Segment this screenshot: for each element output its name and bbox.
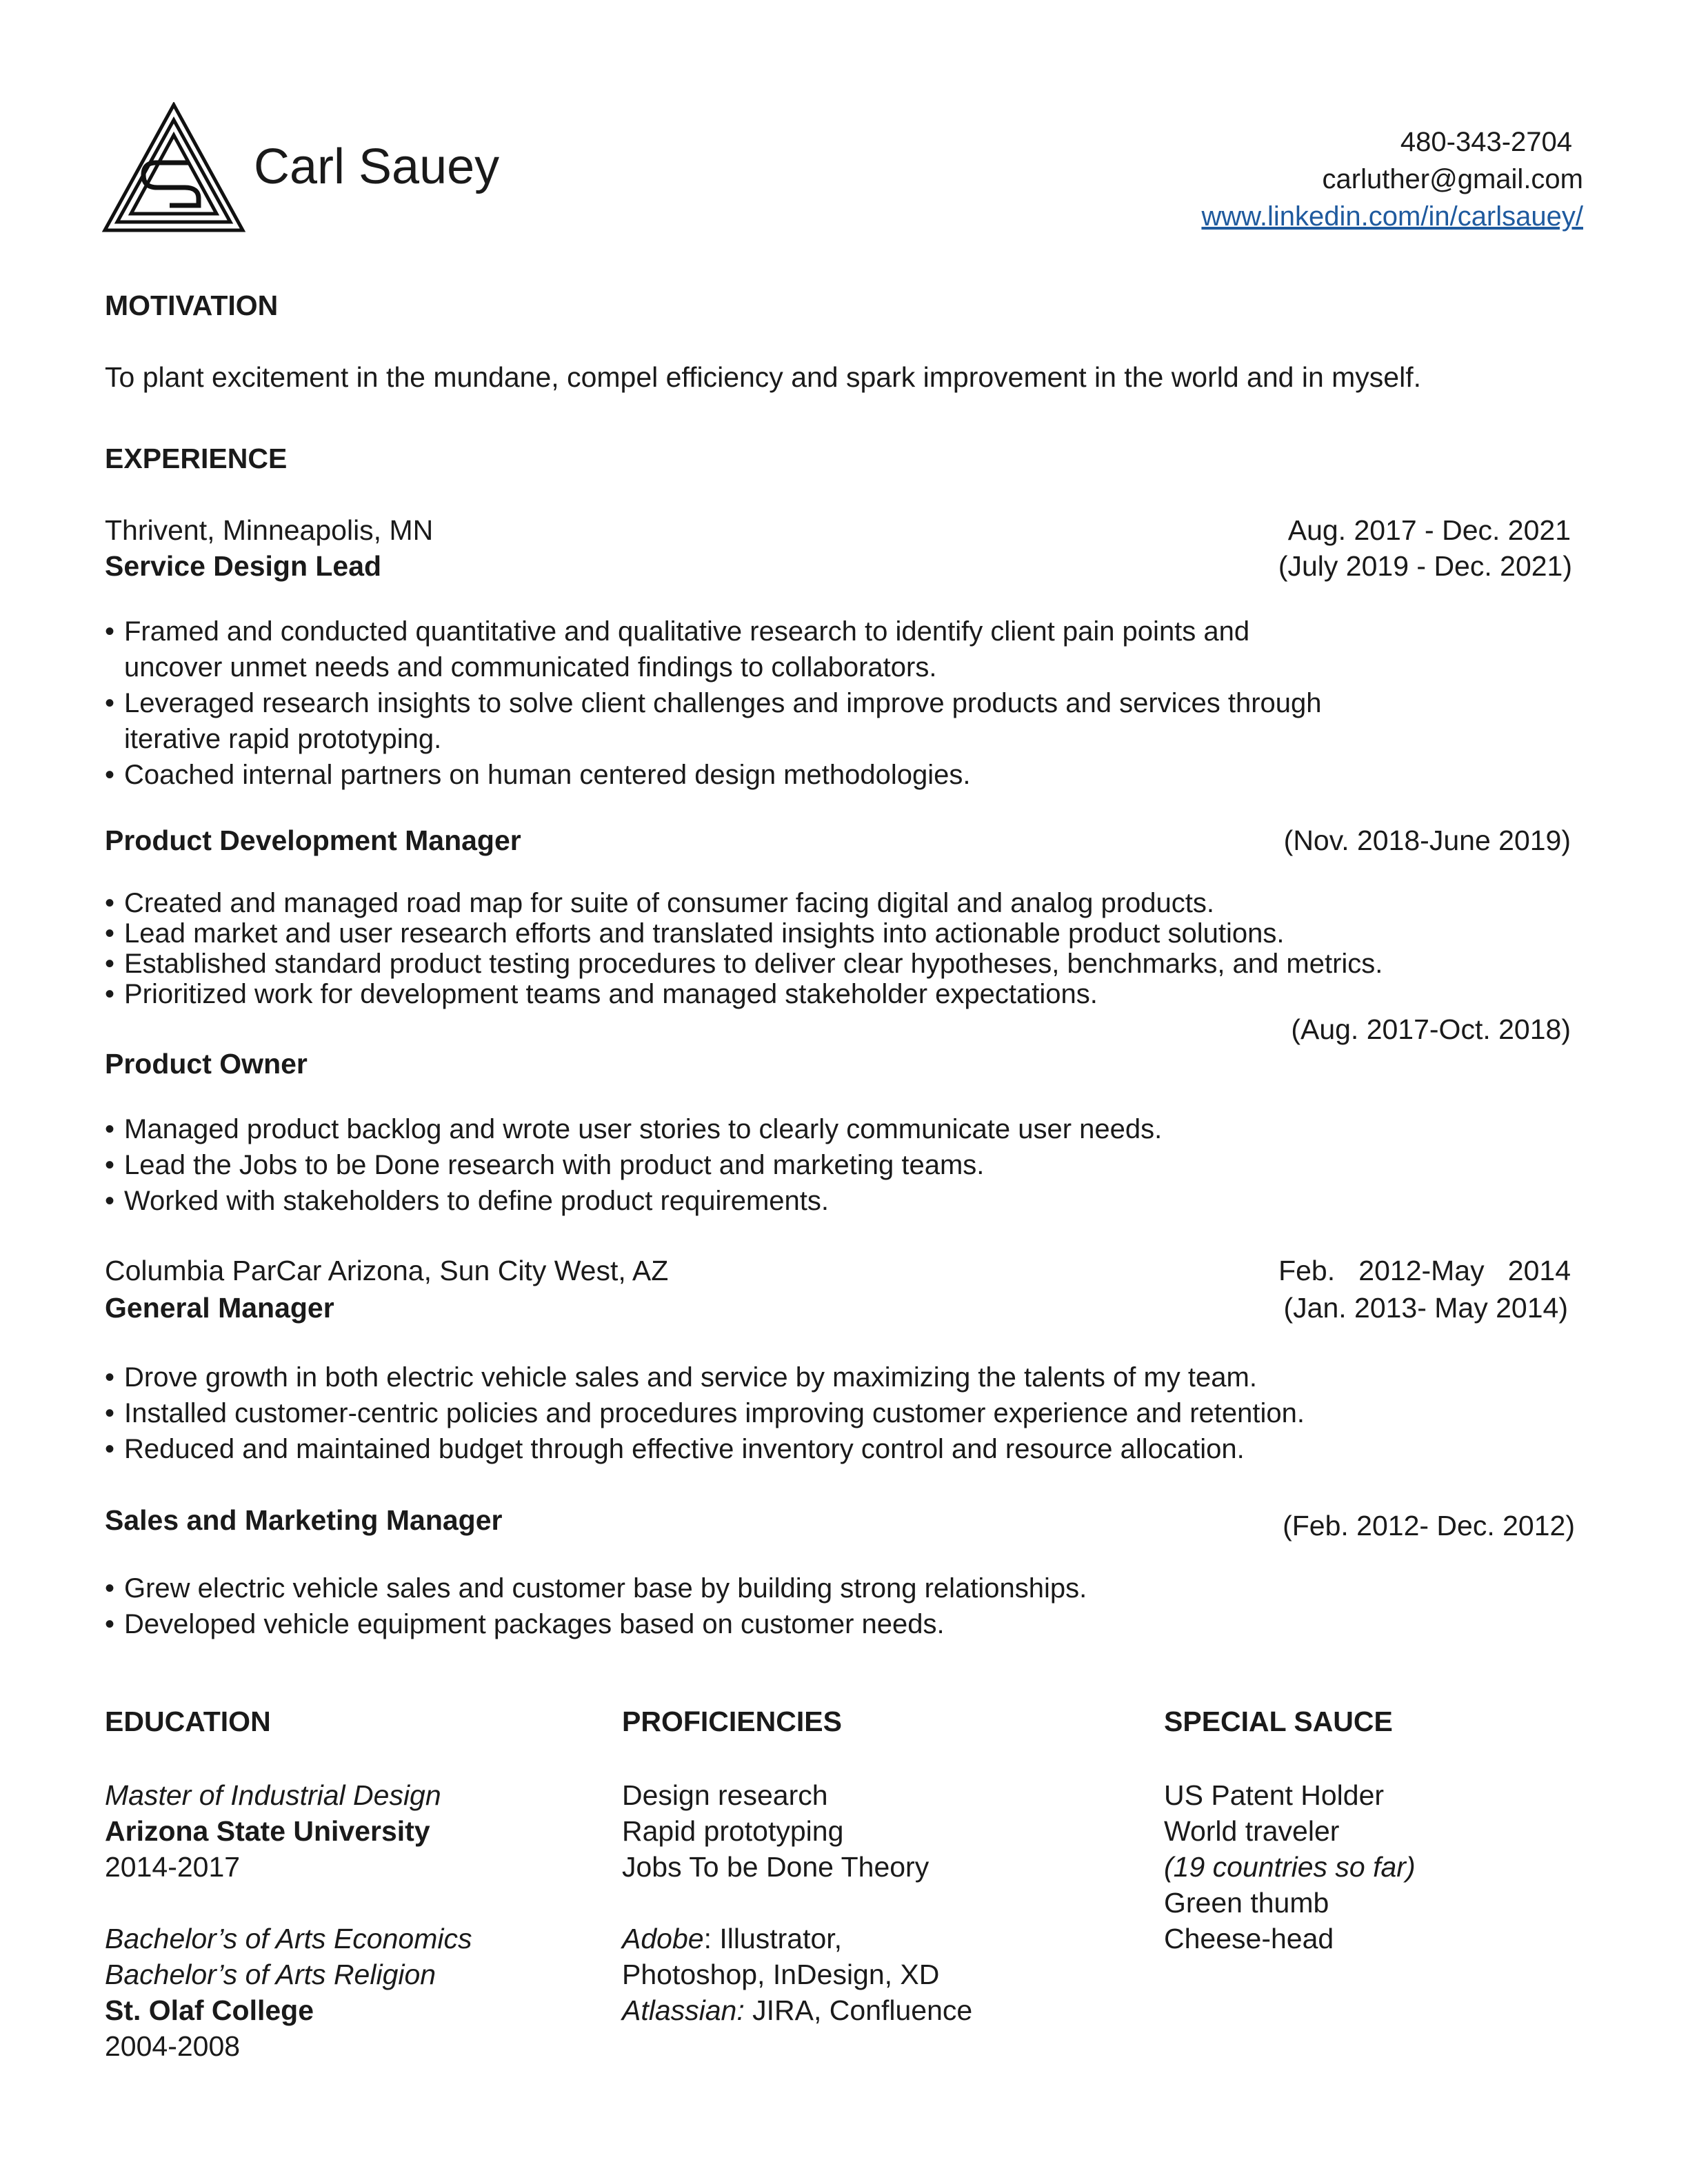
list-item: • Established standard product testing procedures to deliver clear hypotheses, benchmarks, and metrics.	[105, 949, 1383, 979]
candidate-name: Carl Sauey	[254, 139, 500, 194]
school-asu: Arizona State University	[105, 1815, 430, 1847]
role-title-service-design-lead: Service Design Lead	[105, 550, 382, 582]
phone-number: 480-343-2704	[1400, 127, 1572, 157]
motivation-text: To plant excitement in the mundane, compel efficiency and spark improvement in the world and in myself.	[105, 361, 1422, 393]
degree-master: Master of Industrial Design	[105, 1779, 441, 1811]
list-item: Jobs To be Done Theory	[622, 1851, 930, 1883]
degree-ba-religion: Bachelor’s of Arts Religion	[105, 1959, 436, 1990]
special-sauce-heading: SPECIAL SAUCE	[1164, 1706, 1393, 1737]
list-item: Green thumb	[1164, 1887, 1329, 1919]
list-item: • Managed product backlog and wrote user stories to clearly communicate user needs.	[105, 1114, 1163, 1144]
degree-ba-economics: Bachelor’s of Arts Economics	[105, 1923, 472, 1954]
list-item: • Drove growth in both electric vehicle sales and service by maximizing the talents of my team.	[105, 1362, 1257, 1393]
role-dates-product-development-manager: (Nov. 2018-June 2019)	[1283, 825, 1571, 856]
role-dates-product-owner: (Aug. 2017-Oct. 2018)	[1291, 1013, 1571, 1045]
list-item: Design research	[622, 1779, 828, 1811]
company-thrivent-dates: Aug. 2017 - Dec. 2021	[1287, 514, 1571, 546]
company-columbia-parcar: Columbia ParCar Arizona, Sun City West, AZ	[105, 1255, 669, 1286]
list-item: Cheese-head	[1164, 1923, 1334, 1954]
role-title-general-manager: General Manager	[105, 1292, 334, 1324]
list-item: • Reduced and maintained budget through effective inventory control and resource allocation.	[105, 1434, 1245, 1464]
years-asu: 2014-2017	[105, 1851, 241, 1883]
list-item: • Created and managed road map for suite of consumer facing digital and analog products.	[105, 888, 1214, 918]
spacer	[622, 1885, 972, 1921]
atlassian-tools: Atlassian: JIRA, Confluence	[622, 1994, 973, 2026]
years-st-olaf: 2004-2008	[105, 2030, 241, 2062]
list-item: • Coached internal partners on human centered design methodologies.	[105, 760, 971, 790]
role-dates-general-manager: (Jan. 2013- May 2014)	[1283, 1292, 1568, 1324]
company-thrivent: Thrivent, Minneapolis, MN	[105, 514, 434, 546]
proficiencies-column	[622, 1777, 972, 2028]
list-item: (19 countries so far)	[1164, 1851, 1416, 1883]
list-item-continuation: iterative rapid prototyping.	[124, 724, 442, 754]
school-st-olaf: St. Olaf College	[105, 1994, 314, 2026]
sales-and-marketing-manager-bullets	[105, 1570, 1087, 1642]
list-item: • Prioritized work for development teams and managed stakeholder expectations.	[105, 979, 1098, 1009]
service-design-lead-bullets	[105, 614, 1322, 793]
special-sauce-column	[1164, 1777, 1416, 1957]
list-item: • Lead market and user research efforts and translated insights into actionable product solutions.	[105, 918, 1285, 949]
list-item: US Patent Holder	[1164, 1779, 1385, 1811]
list-item: World traveler	[1164, 1815, 1340, 1847]
role-dates-sales-and-marketing-manager: (Feb. 2012- Dec. 2012)	[1283, 1510, 1575, 1541]
list-item-continuation: uncover unmet needs and communicated findings to collaborators.	[124, 652, 937, 682]
list-item: Rapid prototyping	[622, 1815, 844, 1847]
logo-icon	[101, 102, 247, 233]
motivation-heading: MOTIVATION	[105, 290, 279, 321]
product-owner-bullets	[105, 1111, 1162, 1219]
general-manager-bullets	[105, 1359, 1305, 1467]
list-item: • Lead the Jobs to be Done research with product and marketing teams.	[105, 1150, 985, 1180]
product-development-manager-bullets	[105, 888, 1383, 1009]
list-item: • Worked with stakeholders to define product requirements.	[105, 1186, 830, 1216]
linkedin-link[interactable]: www.linkedin.com/in/carlsauey/	[1201, 201, 1583, 232]
company-columbia-parcar-dates: Feb. 2012-May 2014	[1278, 1255, 1571, 1286]
spacer	[105, 1885, 472, 1921]
role-dates-service-design-lead: (July 2019 - Dec. 2021)	[1278, 550, 1572, 582]
proficiencies-heading: PROFICIENCIES	[622, 1706, 842, 1737]
education-heading: EDUCATION	[105, 1706, 271, 1737]
role-title-product-owner: Product Owner	[105, 1048, 308, 1080]
role-title-sales-and-marketing-manager: Sales and Marketing Manager	[105, 1504, 503, 1536]
list-item: • Framed and conducted quantitative and qualitative research to identify client pain points and	[105, 616, 1250, 647]
adobe-tools: Adobe: Illustrator,	[622, 1923, 843, 1954]
list-item: • Leveraged research insights to solve client challenges and improve products and services through	[105, 688, 1322, 718]
role-title-product-development-manager: Product Development Manager	[105, 825, 521, 856]
list-item: • Developed vehicle equipment packages based on customer needs.	[105, 1609, 945, 1639]
experience-heading: EXPERIENCE	[105, 443, 288, 474]
list-item: • Grew electric vehicle sales and customer base by building strong relationships.	[105, 1573, 1087, 1604]
adobe-tools-continued: Photoshop, InDesign, XD	[622, 1959, 940, 1990]
list-item: • Installed customer-centric policies and procedures improving customer experience and retention.	[105, 1398, 1305, 1428]
education-column	[105, 1777, 472, 2064]
email-address[interactable]: carluther@gmail.com	[1322, 164, 1583, 194]
